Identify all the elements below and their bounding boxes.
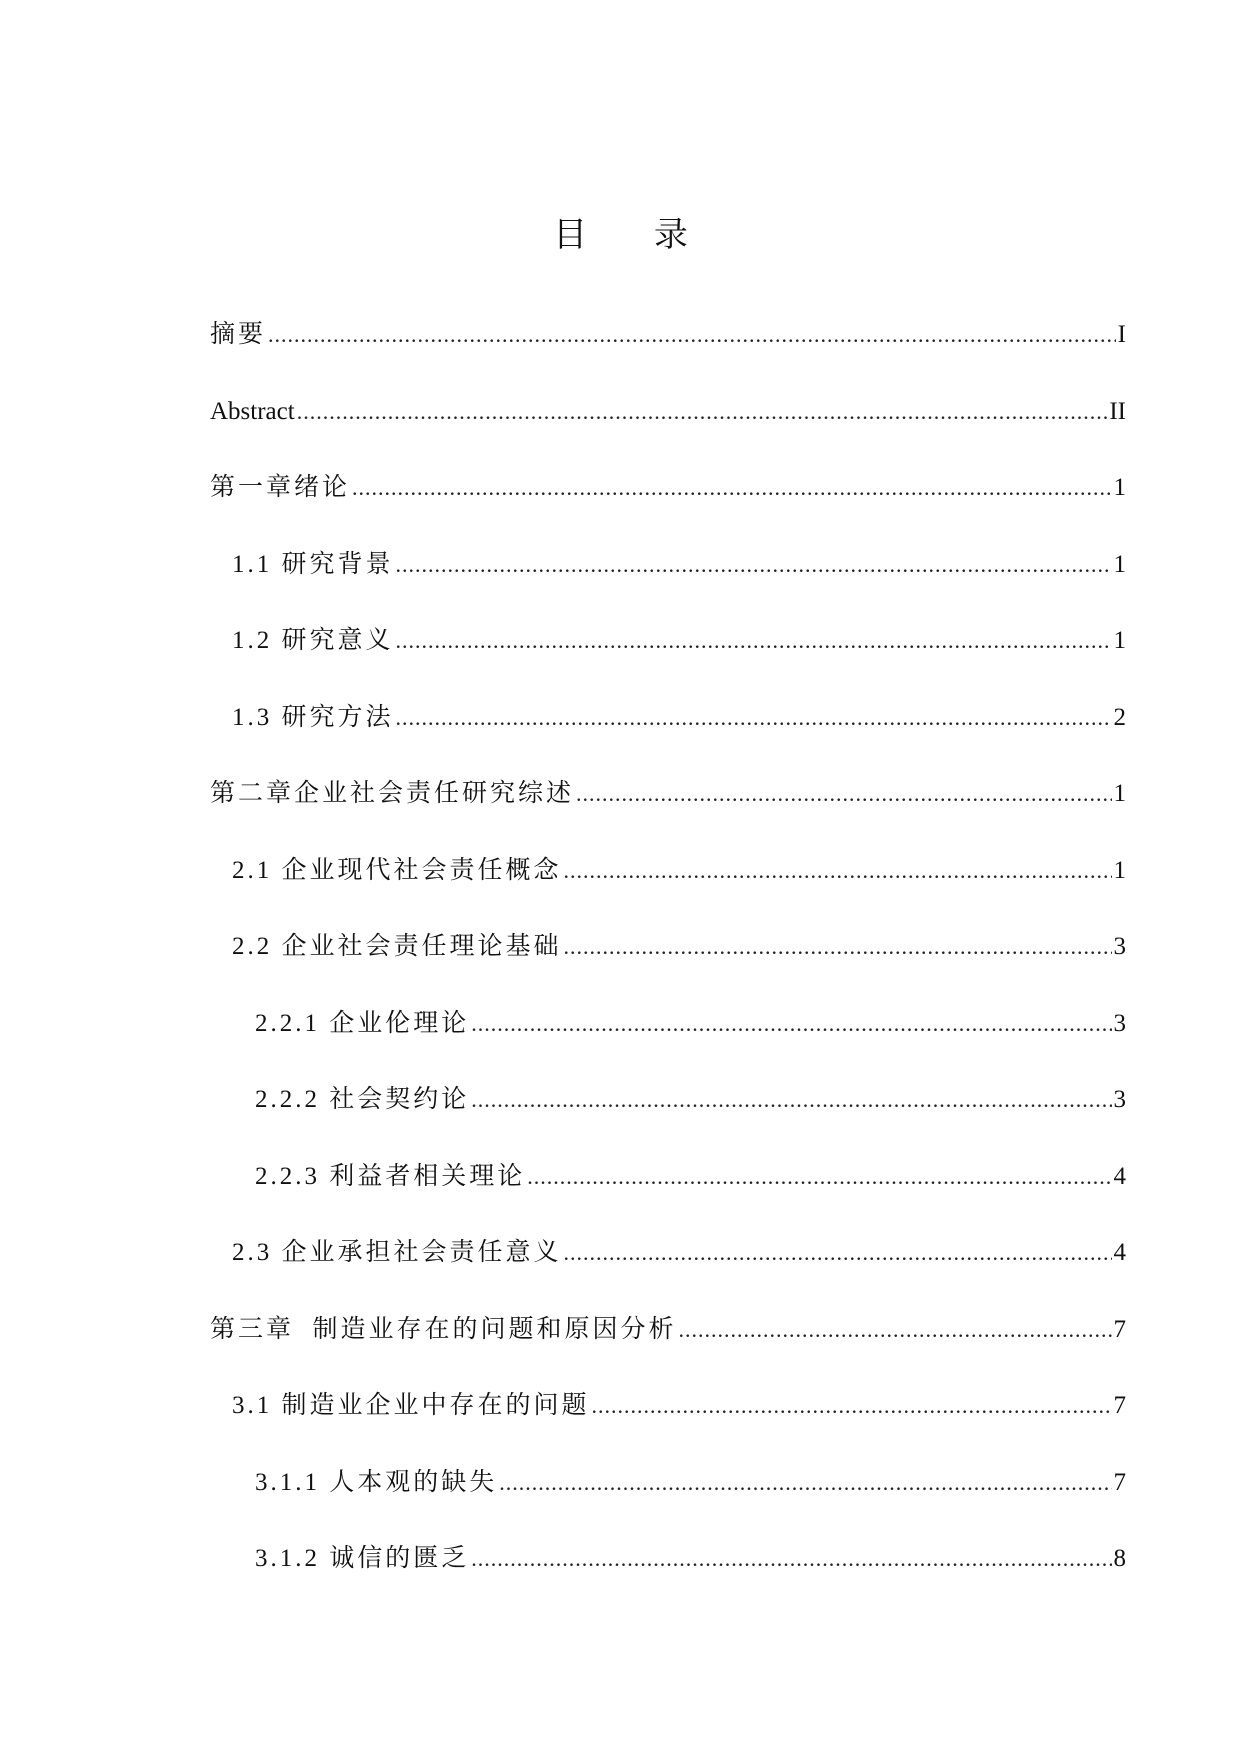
toc-entry[interactable]	[210, 1085, 1126, 1162]
toc-entry-label: 1.3 研究方法	[232, 703, 394, 731]
toc-entry-page: 7	[1113, 1392, 1126, 1419]
toc-entry-page: 7	[1113, 1315, 1126, 1343]
toc-entry-label: 1.2 研究意义	[232, 627, 394, 654]
toc-dot-leader	[352, 473, 1111, 503]
toc-entry-label: 2.2.3 利益者相关理论	[255, 1162, 526, 1190]
toc-entry-page: 1	[1113, 780, 1126, 807]
toc-entry-page: 8	[1113, 1545, 1126, 1572]
toc-entry[interactable]	[210, 1238, 1126, 1315]
toc-entry-label: 1.1 研究背景	[232, 550, 394, 578]
toc-dot-leader	[396, 626, 1112, 656]
toc-entry[interactable]	[210, 1468, 1126, 1545]
toc-entry[interactable]	[210, 856, 1126, 933]
toc-entry-label: 摘要	[210, 321, 267, 348]
toc-entry-label: 3.1 制造业企业中存在的问题	[232, 1392, 590, 1419]
toc-entry-page: I	[1117, 321, 1126, 348]
toc-entry-label: 3.1.2 诚信的匮乏	[255, 1545, 470, 1572]
toc-entry-label: 3.1.1 人本观的缺失	[255, 1468, 498, 1496]
toc-entry-label: 第三章 制造业存在的问题和原因分析	[210, 1315, 677, 1343]
toc-dot-leader	[471, 1085, 1111, 1115]
toc-entry[interactable]	[210, 932, 1126, 1009]
toc-entry-label: 第二章企业社会责任研究综述	[210, 780, 575, 807]
toc-entry-page: 1	[1113, 550, 1126, 578]
toc-entry-page: 4	[1113, 1239, 1126, 1266]
toc-dot-leader	[527, 1162, 1111, 1192]
toc-entry-label: Abstract	[210, 397, 295, 425]
toc-entry[interactable]	[210, 626, 1126, 703]
toc-list	[210, 320, 1126, 1621]
toc-entry[interactable]	[210, 1009, 1126, 1086]
toc-entry[interactable]	[210, 1162, 1126, 1239]
toc-dot-leader	[564, 856, 1112, 886]
toc-entry[interactable]	[210, 473, 1126, 550]
toc-title: 目 录	[553, 215, 716, 255]
toc-dot-leader	[564, 1238, 1112, 1268]
toc-entry-page: 1	[1113, 474, 1126, 501]
toc-dot-leader	[576, 779, 1111, 809]
toc-dot-leader	[471, 1009, 1111, 1039]
toc-dot-leader	[564, 932, 1112, 962]
toc-dot-leader	[499, 1468, 1111, 1498]
toc-entry-label: 2.2.2 社会契约论	[255, 1086, 470, 1113]
toc-entry-label: 第一章绪论	[210, 474, 351, 501]
toc-entry[interactable]	[210, 550, 1126, 627]
toc-entry-label: 2.1 企业现代社会责任概念	[232, 856, 562, 884]
toc-entry-page: II	[1109, 397, 1126, 425]
toc-entry-page: 3	[1113, 1086, 1126, 1113]
toc-entry-page: 1	[1113, 627, 1126, 654]
toc-dot-leader	[396, 550, 1112, 580]
toc-dot-leader	[396, 703, 1112, 733]
toc-entry-page: 3	[1113, 933, 1126, 960]
toc-dot-leader	[592, 1391, 1112, 1421]
toc-entry-label: 2.2.1 企业伦理论	[255, 1009, 470, 1037]
toc-entry[interactable]	[210, 703, 1126, 780]
toc-entry-page: 1	[1113, 856, 1126, 884]
toc-entry-page: 2	[1113, 703, 1126, 731]
toc-entry-label: 2.2 企业社会责任理论基础	[232, 933, 562, 960]
toc-entry[interactable]	[210, 320, 1126, 397]
toc-entry[interactable]	[210, 1391, 1126, 1468]
toc-entry[interactable]	[210, 1544, 1126, 1621]
toc-entry-page: 4	[1113, 1162, 1126, 1190]
toc-entry[interactable]	[210, 1315, 1126, 1392]
toc-entry[interactable]	[210, 779, 1126, 856]
toc-entry-page: 7	[1113, 1468, 1126, 1496]
toc-entry-page: 3	[1113, 1009, 1126, 1037]
toc-dot-leader	[679, 1315, 1112, 1345]
toc-dot-leader	[268, 320, 1116, 350]
toc-entry[interactable]	[210, 397, 1126, 474]
toc-dot-leader	[471, 1544, 1111, 1574]
toc-dot-leader	[297, 397, 1108, 427]
toc-entry-label: 2.3 企业承担社会责任意义	[232, 1239, 562, 1266]
